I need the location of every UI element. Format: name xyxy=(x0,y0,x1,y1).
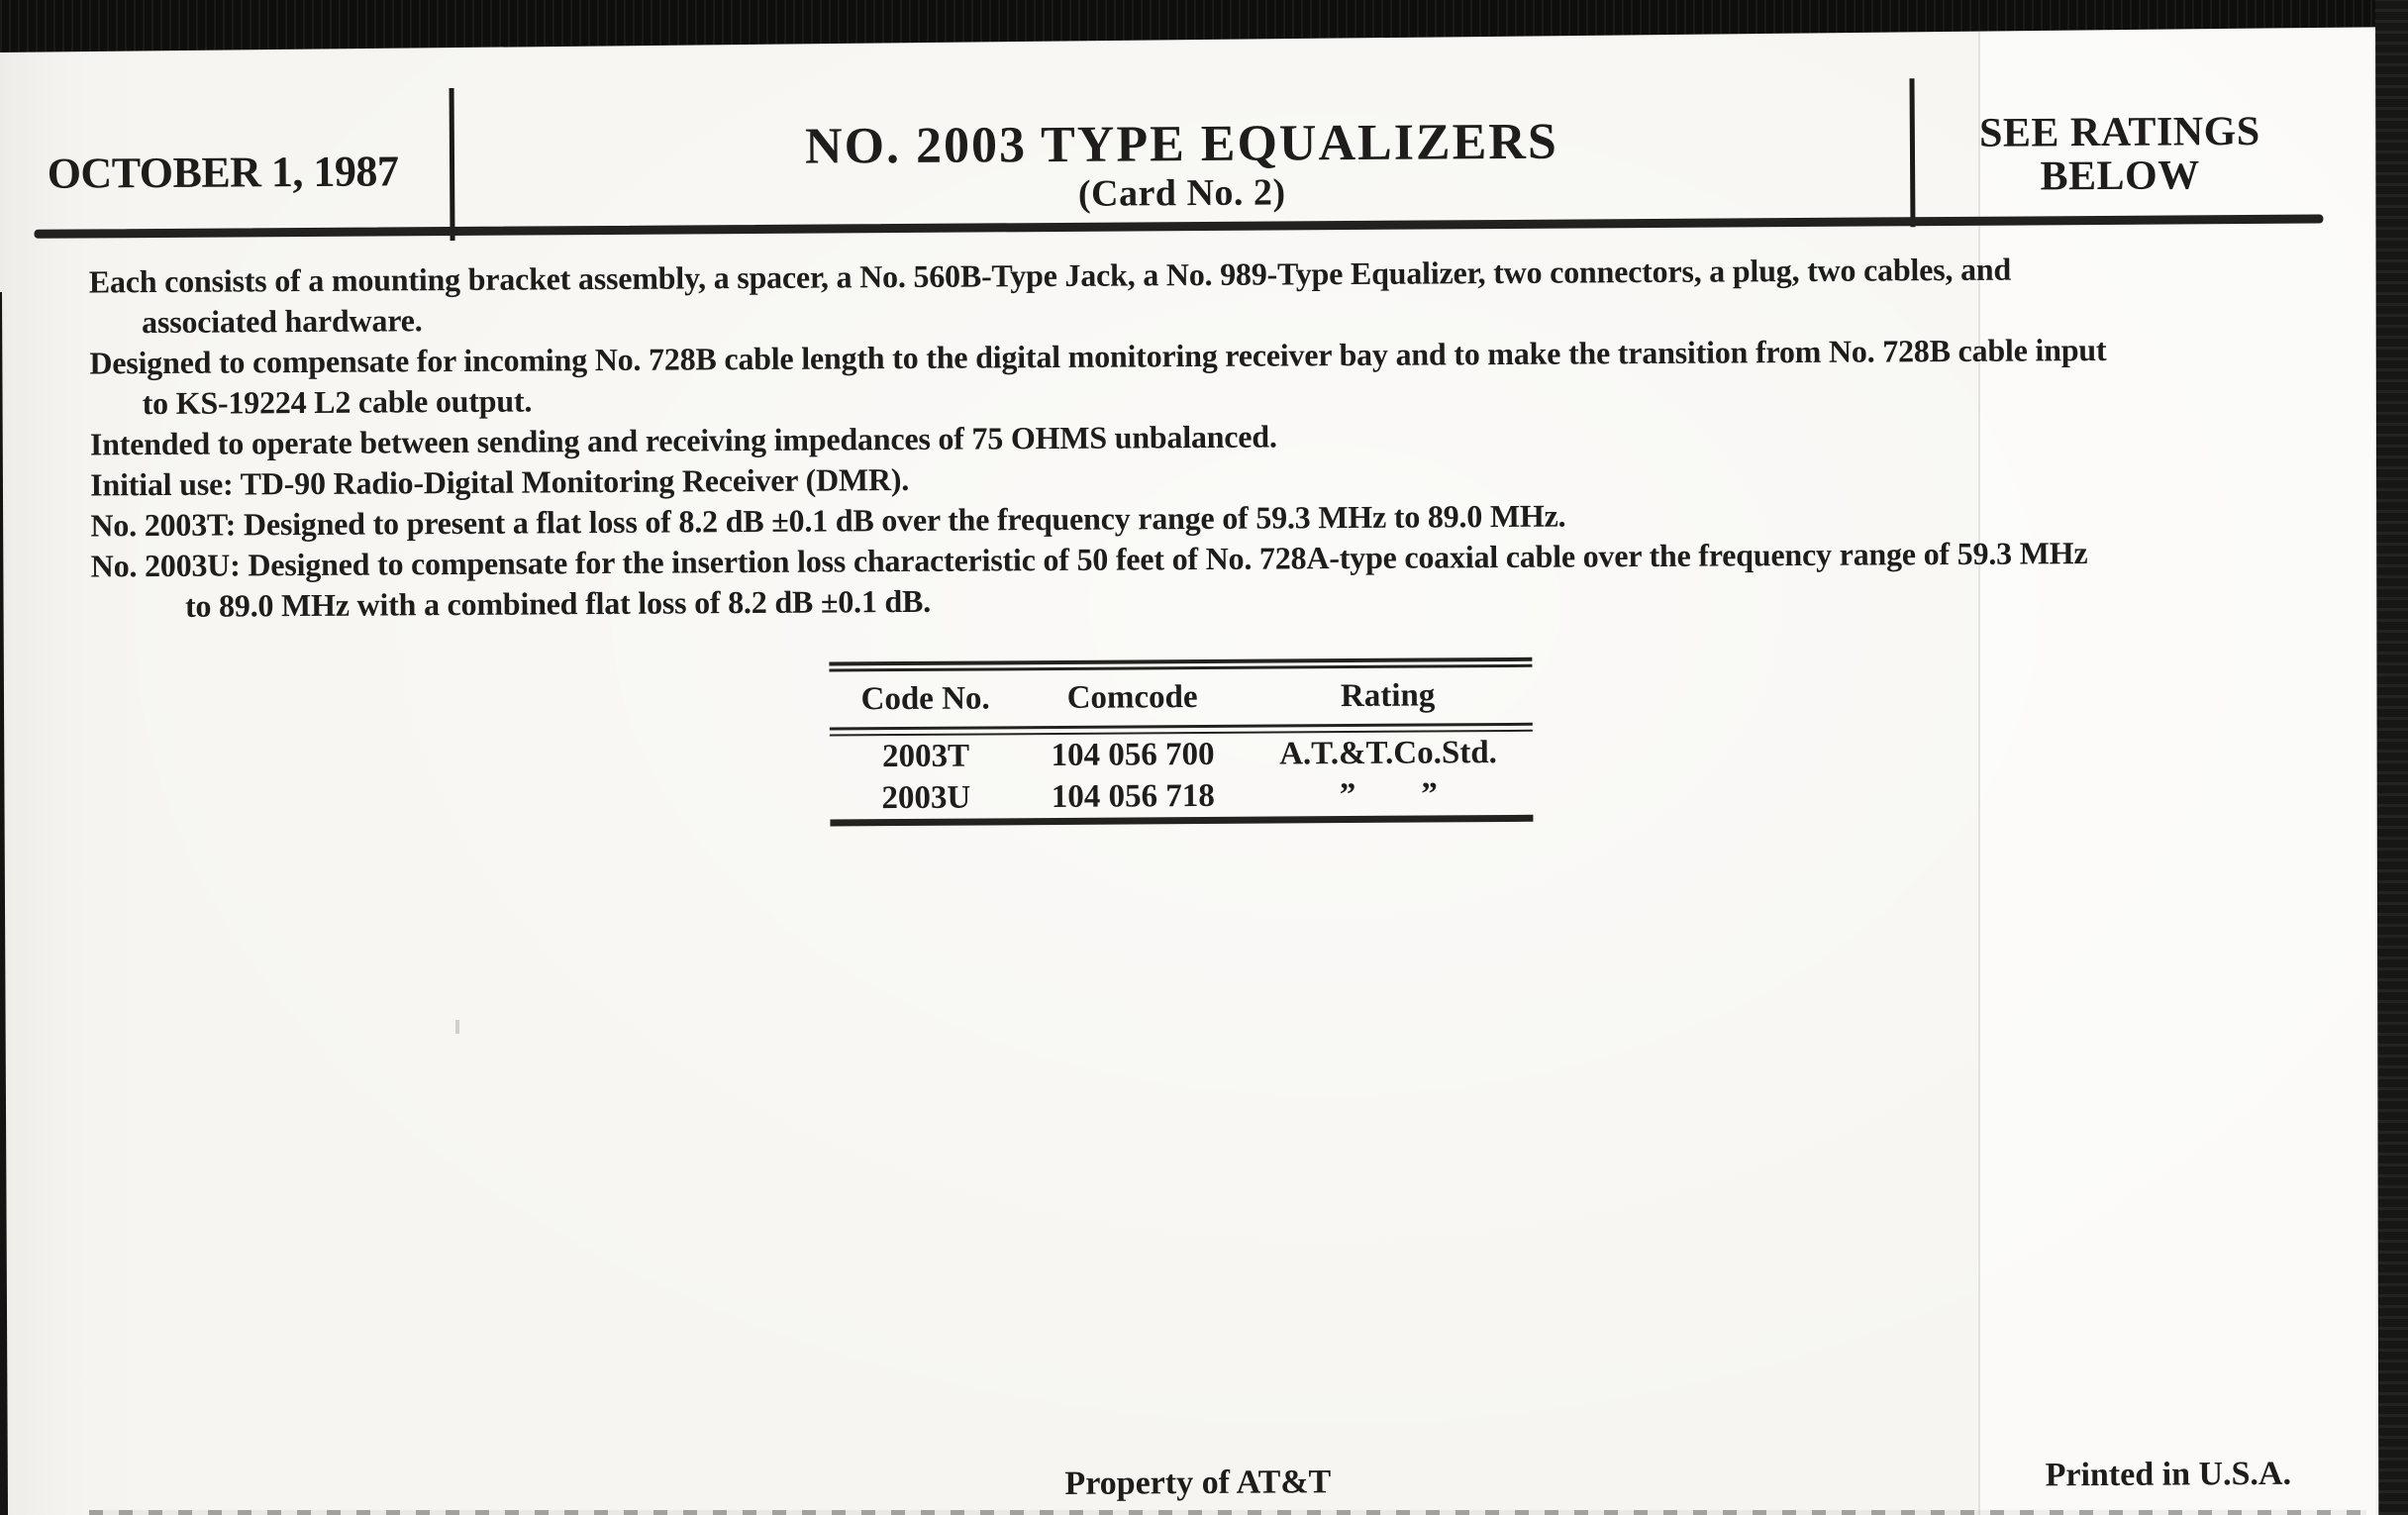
masthead-center xyxy=(453,112,1911,219)
rating-cell: A.T.&T.Co.Std. xyxy=(1279,734,1497,771)
description-line-1: Each consists of a mounting bracket assembly, a spacer, a No. 560B-Type Jack, a No. 989-Type Equalizer, two connectors, a plug, two cables, and xyxy=(88,251,2012,300)
card-title: NO. 2003 TYPE EQUALIZERS xyxy=(804,113,1558,175)
rating-ditto-marks: ” ” xyxy=(1339,775,1438,813)
code-no-cell: 2003T xyxy=(881,738,970,774)
description-line-7: No. 2003T: Designed to present a flat loss of 8.2 dB ±0.1 dB over the frequency range of 59.3 MHz to 89.0 MHz. xyxy=(90,497,1566,544)
ratings-note-line1: SEE RATINGS xyxy=(1978,108,2260,156)
issue-date: OCTOBER 1, 1987 xyxy=(47,147,399,198)
footer-printed-notice: Printed in U.S.A. xyxy=(2045,1455,2292,1494)
description-line-5: Intended to operate between sending and receiving impedances of 75 OHMS unbalanced. xyxy=(89,418,1277,462)
ratings-table xyxy=(829,657,1533,827)
description-line-9: to 89.0 MHz with a combined flat loss of 8.2 dB ±0.1 dB. xyxy=(184,582,932,624)
table-header-code-no: Code No. xyxy=(860,679,990,717)
table-header-rating: Rating xyxy=(1340,676,1436,714)
description-line-8: No. 2003U: Designed to compensate for the insertion loss characteristic of 50 feet of No. 728A-type coaxial cable over the frequency range of 59.3 MHz xyxy=(90,535,2088,584)
description-block xyxy=(89,247,2368,627)
comcode-cell: 104 056 718 xyxy=(1051,777,1215,815)
masthead-rule xyxy=(34,214,2323,238)
description-line-4: to KS-19224 L2 cable output. xyxy=(142,382,533,422)
description-line-3: Designed to compensate for incoming No. 728B cable length to the digital monitoring receiver bay and to make the transition from No. 728B cable input xyxy=(89,331,2107,381)
table-header-row xyxy=(829,667,1532,728)
ratings-note xyxy=(1912,109,2329,199)
code-no-cell: 2003U xyxy=(881,779,971,816)
scanner-edge-bottom xyxy=(89,1510,2366,1515)
footer-property-notice: Property of AT&T xyxy=(1064,1464,1332,1502)
table-row xyxy=(830,773,1533,820)
description-line-2: associated hardware. xyxy=(141,302,423,341)
ratings-note-line2: BELOW xyxy=(2040,152,2200,200)
description-line-6: Initial use: TD-90 Radio-Digital Monitoring Receiver (DMR). xyxy=(90,460,910,503)
table-header-comcode: Comcode xyxy=(1066,678,1198,716)
table-row xyxy=(830,732,1533,778)
scanner-band-right xyxy=(2375,0,2408,1515)
comcode-cell: 104 056 700 xyxy=(1051,736,1215,773)
card-subtitle: (Card No. 2) xyxy=(1077,171,1286,215)
